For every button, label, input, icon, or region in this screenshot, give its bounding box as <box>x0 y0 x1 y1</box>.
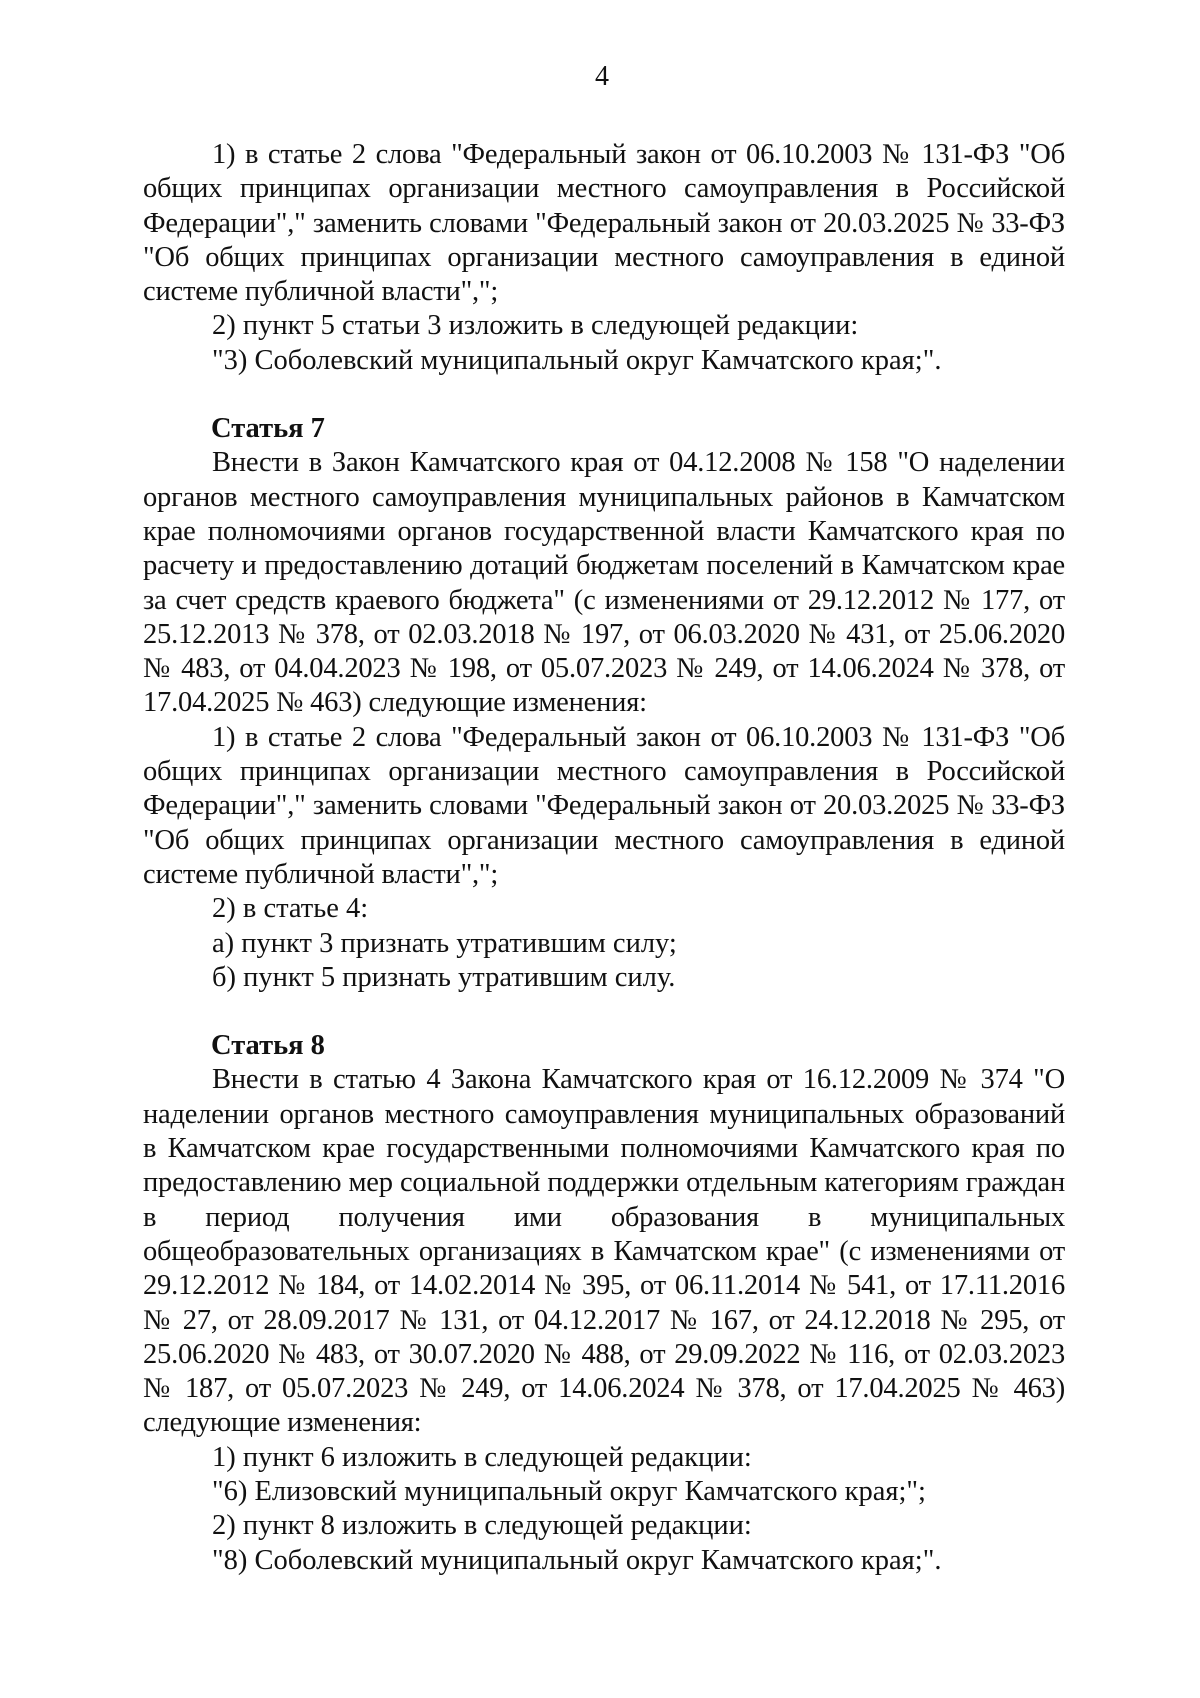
article8-item1-text: "6) Елизовский муниципальный округ Камчатского края;"; <box>212 1475 926 1507</box>
block1-item2-text: "3) Соболевский муниципальный округ Камчатского края;". <box>212 344 942 376</box>
article7-intro: Внести в Закон Камчатского края от 04.12.2008 № 158 "О наделении органов местного самоуправления муниципальных районов в Камчатском крае полномочиями органов государственной власти Камчатского края по расчету и предоставлению дотаций бюджетам поселений в Камчатском крае за счет средств краевого бюджета" (с изменениями от 29.12.2012 № 177, от 25.12.2013 № 378, от 02.03.2018 № 197, от 06.03.2020 № 431, от 25.06.2020 № 483, от 04.04.2023 № 198, от 05.07.2023 № 249, от 14.06.2024 № 378, от 17.04.2025 № 463) следующие изменения: <box>143 447 1065 719</box>
article8-heading: Статья 8 <box>211 1030 325 1062</box>
article8-item2: 2) пункт 8 изложить в следующей редакции: <box>212 1510 752 1542</box>
document-body <box>143 138 1065 1578</box>
article7-item2: 2) в статье 4: <box>212 893 369 925</box>
article8-item1: 1) пункт 6 изложить в следующей редакции: <box>212 1441 752 1473</box>
article7-heading: Статья 7 <box>211 413 325 445</box>
article7-item1: 1) в статье 2 слова "Федеральный закон от 06.10.2003 № 131-ФЗ "Об общих принципах организации местного самоуправления в Российской Федерации"," заменить словами "Федеральный закон от 20.03.2025 № 33-ФЗ "Об общих принципах организации местного самоуправления в единой системе публичной власти","; <box>143 721 1065 890</box>
block1-item1: 1) в статье 2 слова "Федеральный закон от 06.10.2003 № 131-ФЗ "Об общих принципах организации местного самоуправления в Российской Федерации"," заменить словами "Федеральный закон от 20.03.2025 № 33-ФЗ "Об общих принципах организации местного самоуправления в единой системе публичной власти","; <box>143 139 1065 308</box>
article7-item2a: а) пункт 3 признать утратившим силу; <box>212 927 677 959</box>
article7-item2b: б) пункт 5 признать утратившим силу. <box>212 961 676 993</box>
article8-item2-text: "8) Соболевский муниципальный округ Камчатского края;". <box>212 1544 942 1576</box>
article8-intro: Внести в статью 4 Закона Камчатского края от 16.12.2009 № 374 "О наделении органов местного самоуправления муниципальных образований в Камчатском крае государственными полномочиями Камчатского края по предоставлению мер социальной поддержки отдельным категориям граждан в период получения ими образования в муниципальных общеобразовательных организациях в Камчатском крае" (с изменениями от 29.12.2012 № 184, от 14.02.2014 № 395, от 06.11.2014 № 541, от 17.11.2016 № 27, от 28.09.2017 № 131, от 04.12.2017 № 167, от 24.12.2018 № 295, от 25.06.2020 № 483, от 30.07.2020 № 488, от 29.09.2022 № 116, от 02.03.2023 № 187, от 05.07.2023 № 249, от 14.06.2024 № 378, от 17.04.2025 № 463) следующие изменения: <box>143 1064 1065 1439</box>
block1-item2: 2) пункт 5 статьи 3 изложить в следующей редакции: <box>212 310 859 342</box>
page-number: 4 <box>595 61 609 92</box>
